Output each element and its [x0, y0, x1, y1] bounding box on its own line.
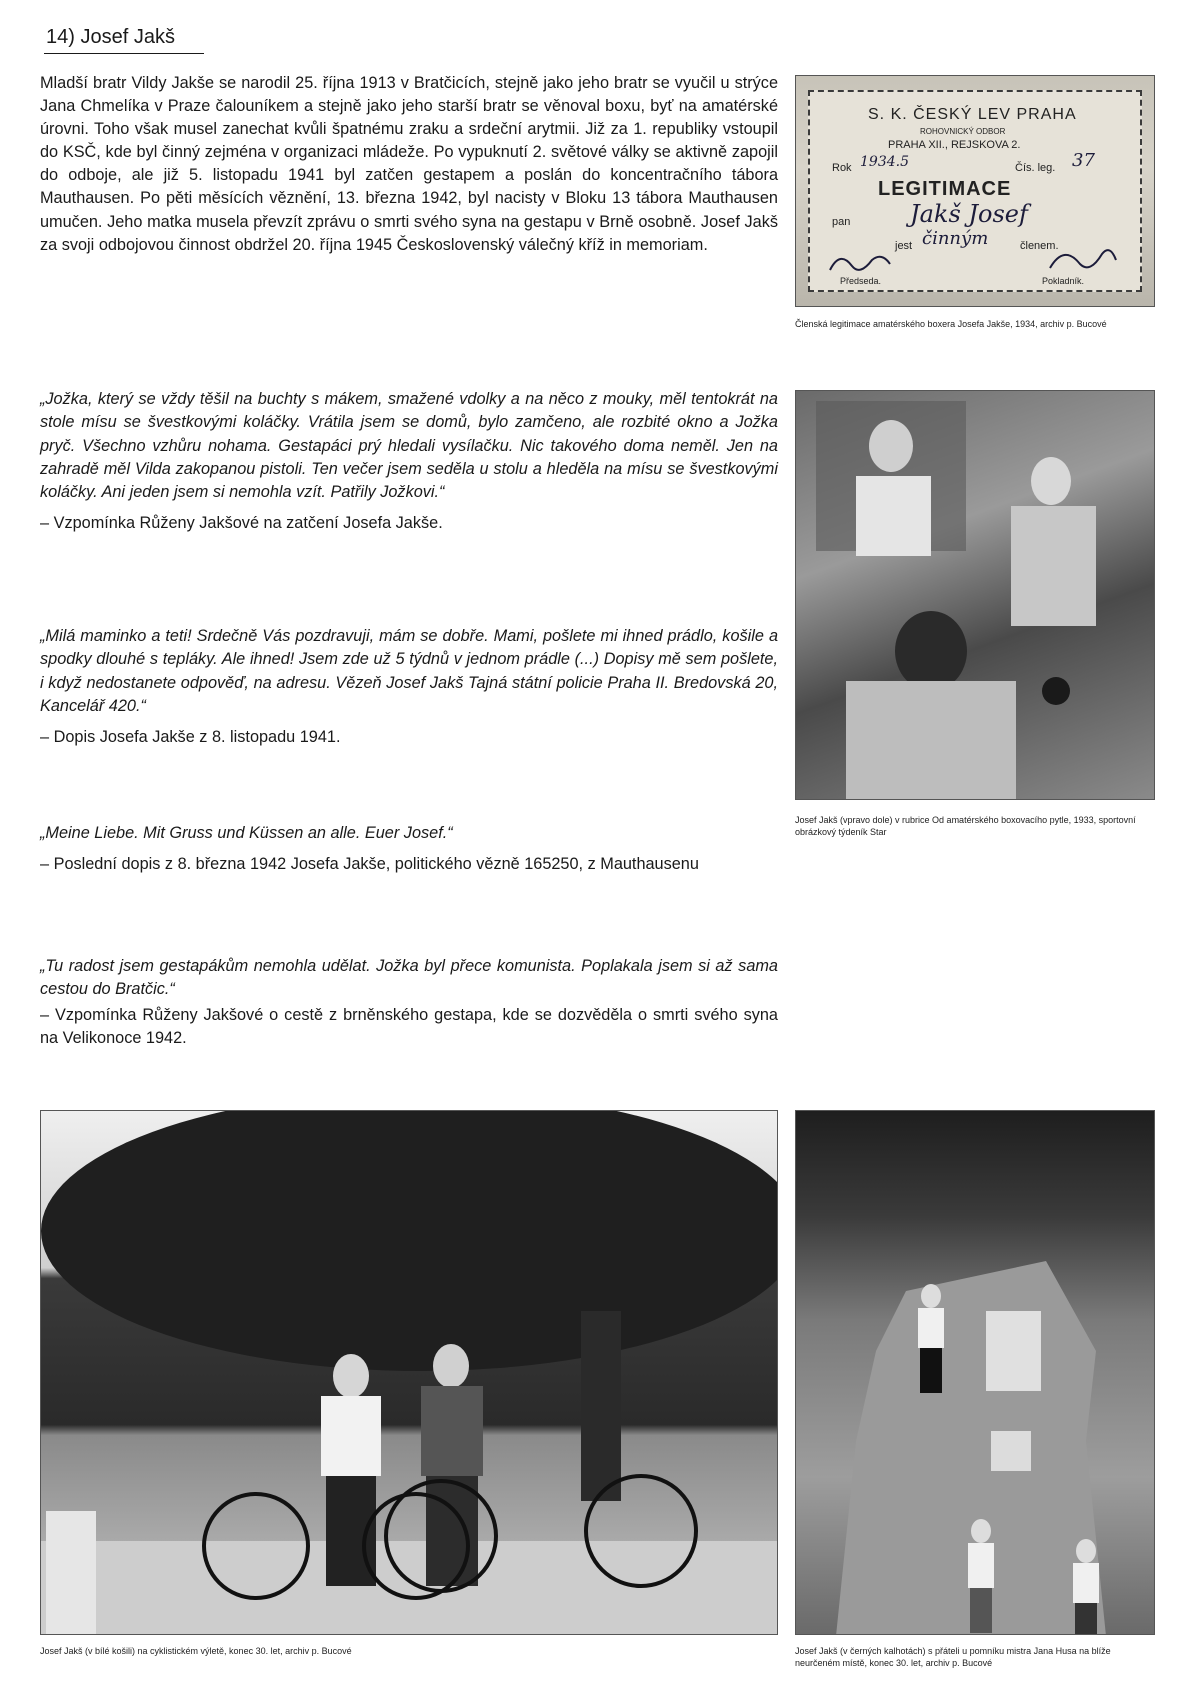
caption-monument: Josef Jakš (v černých kalhotách) s přáteli u pomníku mistra Jana Husa na blíže neurčeném místě, konec 30. let, archiv p. Bucové	[795, 1646, 1111, 1668]
quote-block-last-letter	[40, 822, 778, 877]
monument-scene	[796, 1111, 1155, 1635]
card-club: S. K. ČESKÝ LEV PRAHA	[868, 106, 1077, 123]
quote-text: „Meine Liebe. Mit Gruss und Küssen an alle. Euer Josef.“	[40, 824, 453, 842]
card-jest-label: jest	[895, 240, 913, 252]
card-clenem-label: členem.	[1020, 240, 1059, 252]
page-title: 14) Josef Jakš	[44, 26, 204, 54]
card-rok-value: 1934.5	[860, 154, 909, 170]
caption-bicycle: Josef Jakš (v bílé košili) na cyklistickém výletě, konec 30. let, archiv p. Bucové	[40, 1646, 352, 1656]
card-address: PRAHA XII., REJSKOVA 2.	[888, 139, 1021, 151]
card-signatures	[810, 92, 1146, 296]
card-pan-label: pan	[832, 216, 851, 228]
bicycle-scene	[41, 1111, 778, 1635]
boxing-photo	[795, 390, 1155, 800]
intro-paragraph: Mladší bratr Vildy Jakše se narodil 25. října 1913 v Bratčicích, stejně jako jeho bratr se vyučil u strýce Jana Chmelíka v Praze čalouníkem a stejně jako jeho starší bratr se věnoval boxu, byť na amatérské úrovni. Toho však musel zanechat kvůli špatnému zraku a srdeční arytmii. Již za 1. republiky vstoupil do KSČ, kde byl činný zejména v organizaci mládeže. Po vypuknutí 2. světové války se aktivně zapojil do odboje, ale již 5. listopadu 1941 byl zatčen gestapem a poslán do koncentračního tábora Mauthausen. Po pěti měsících věznění, 13. března 1942, byl nacisty v Bloku 13 tábora Mauthausen umučen. Jeho matka musela převzít zprávu o smrti svého syna na gestapu v Brně osobně. Josef Jakš za svoji odbojovou činnost obdržel 20. října 1945 Československý válečný kříž in memoriam.	[40, 74, 778, 254]
card-rok-label: Rok	[832, 162, 852, 174]
quote-attribution: – Dopis Josefa Jakše z 8. listopadu 1941.	[40, 728, 341, 747]
quote-block-arrest	[40, 388, 778, 536]
card-predseda-label: Předseda.	[840, 276, 882, 286]
bicycle-photo	[40, 1110, 778, 1635]
caption-boxing: Josef Jakš (vpravo dole) v rubrice Od amatérského boxovacího pytle, 1933, sportovní obrázkový týdeník Star	[795, 815, 1136, 837]
monument-photo	[795, 1110, 1155, 1635]
membership-card-photo	[795, 75, 1155, 307]
card-name-value: Jakš Josef	[910, 200, 1028, 228]
quote-attribution: – Vzpomínka Růženy Jakšové o cestě z brněnského gestapa, kde se dozvěděla o smrti svého syna na Velikonoce 1942.	[40, 1005, 778, 1047]
quote-attribution: – Poslední dopis z 8. března 1942 Josefa Jakše, politického vězně 165250, z Mauthausenu	[40, 855, 699, 874]
quote-text: „Tu radost jsem gestapákům nemohla udělat. Jožka byl přece komunista. Poplakala jsem si až sama cestou do Bratčic.“	[40, 957, 778, 999]
card-cis-label: Čís. leg.	[1015, 162, 1056, 174]
boxing-figures	[796, 391, 1155, 800]
card-border	[808, 90, 1142, 292]
quote-block-letter	[40, 625, 778, 749]
card-pokladnik-label: Pokladník.	[1042, 276, 1085, 286]
quote-block-gestapo	[40, 955, 778, 1050]
card-heading: LEGITIMACE	[878, 178, 1012, 200]
card-dept: ROHOVNICKÝ ODBOR	[920, 127, 1006, 136]
caption-membership-card: Členská legitimace amatérského boxera Josefa Jakše, 1934, archiv p. Bucové	[795, 319, 1107, 329]
quote-text: „Jožka, který se vždy těšil na buchty s mákem, smažené vdolky a na něco z mouky, měl tentokrát na stole mísu se švestkovými koláčky. Vrátila jsem se domů, bylo zamčeno, ale rozbité okno a Jožka pryč. Všechno vzhůru nohama. Gestapáci prý hledali vysílačku. Nic takového doma neměl. Jen na zahradě měl Vilda zakopanou pistoli. Ten večer jsem seděla u stolu a hleděla na mísu se švestkovými koláčky. Ani jeden jsem si nemohla vzít. Patřily Jožkovi.“	[40, 390, 778, 502]
quote-text: „Milá maminko a teti! Srdečně Vás pozdravuji, mám se dobře. Mami, pošlete mi ihned prádlo, košile a spodky dlouhé s tepláky. Ale ihned! Jsem zde už 5 týdnů v jednom prádle (...) Dopisy mě sem pošlete, i když nedostanete odpověď, na adresu. Vězeň Josef Jakš Tajná státní policie Praha II. Bredovská 20, Kancelář 420.“	[40, 627, 778, 715]
quote-attribution: – Vzpomínka Růženy Jakšové na zatčení Josefa Jakše.	[40, 514, 443, 533]
card-member-value: činným	[922, 228, 989, 249]
card-cis-value: 37	[1072, 150, 1095, 171]
